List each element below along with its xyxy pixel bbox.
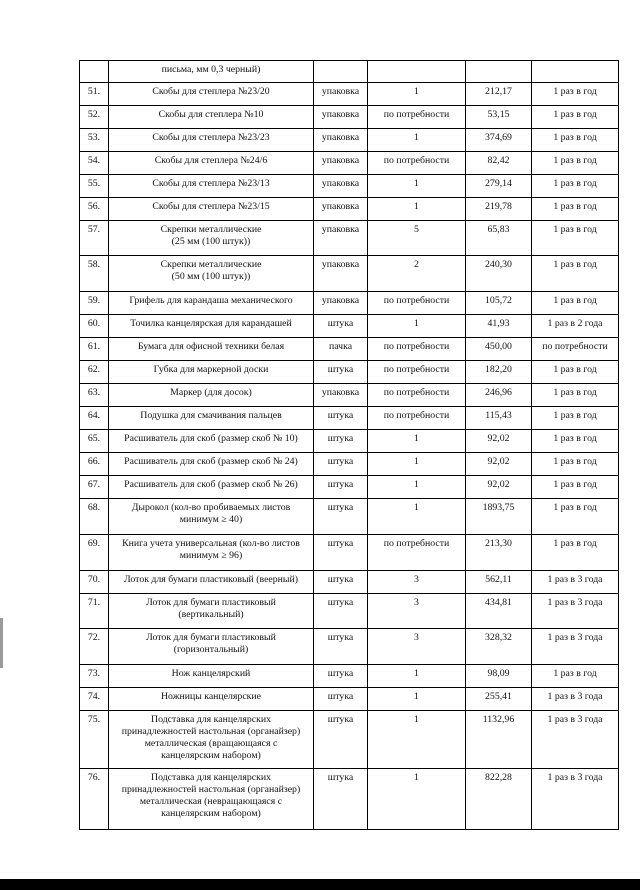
cell-name: Книга учета универсальная (кол-во листов минимум ≥ 96) <box>109 535 314 571</box>
cell-unit: штука <box>314 594 368 629</box>
cell-num: 57. <box>80 221 109 256</box>
table-row <box>80 430 619 453</box>
cell-unit: штука <box>314 535 368 571</box>
table-row <box>80 292 619 315</box>
cell-price: 105,72 <box>466 292 532 315</box>
cell-name: письма, мм 0,3 черный) <box>109 61 314 83</box>
cell-name: Расшиватель для скоб (размер скоб № 24) <box>109 453 314 476</box>
cell-price: 92,02 <box>466 453 532 476</box>
cell-name: Скобы для степлера №24/6 <box>109 152 314 175</box>
cell-period: по потребности <box>532 338 619 361</box>
table-row <box>80 384 619 407</box>
cell-num: 52. <box>80 106 109 129</box>
cell-unit: упаковка <box>314 152 368 175</box>
cell-num: 51. <box>80 83 109 106</box>
cell-num: 62. <box>80 361 109 384</box>
cell-unit: штука <box>314 430 368 453</box>
cell-price: 182,20 <box>466 361 532 384</box>
cell-name: Лоток для бумаги пластиковый (горизонтальный) <box>109 629 314 665</box>
cell-name: Скобы для степлера №10 <box>109 106 314 129</box>
cell-unit: штука <box>314 769 368 830</box>
cell-period: 1 раз в 3 года <box>532 711 619 769</box>
table-row <box>80 629 619 665</box>
cell-name: Грифель для карандаша механического <box>109 292 314 315</box>
cell-price: 213,30 <box>466 535 532 571</box>
cell-unit: пачка <box>314 338 368 361</box>
cell-period: 1 раз в год <box>532 106 619 129</box>
cell-name: Подставка для канцелярских принадлежностей настольная (органайзер) металлическая (вращающаяся с канцелярским набором) <box>109 711 314 769</box>
cell-name: Точилка канцелярская для карандашей <box>109 315 314 338</box>
cell-name: Губка для маркерной доски <box>109 361 314 384</box>
cell-qty: по потребности <box>368 292 466 315</box>
cell-unit: штука <box>314 315 368 338</box>
cell-name: Подставка для канцелярских принадлежностей настольная (органайзер) металлическая (невращающаяся с канцелярским набором) <box>109 769 314 830</box>
cell-num: 74. <box>80 688 109 711</box>
cell-period: 1 раз в 3 года <box>532 688 619 711</box>
table-row <box>80 83 619 106</box>
cell-qty: по потребности <box>368 535 466 571</box>
cell-name: Скобы для степлера №23/23 <box>109 129 314 152</box>
cell-period: 1 раз в год <box>532 292 619 315</box>
cell-price: 246,96 <box>466 384 532 407</box>
supplies-table <box>79 60 619 830</box>
cell-qty: 1 <box>368 198 466 221</box>
table-row <box>80 338 619 361</box>
cell-qty: 1 <box>368 175 466 198</box>
cell-price: 65,83 <box>466 221 532 256</box>
cell-num: 54. <box>80 152 109 175</box>
cell-qty <box>368 61 466 83</box>
cell-qty: 1 <box>368 688 466 711</box>
cell-unit: упаковка <box>314 384 368 407</box>
cell-num: 55. <box>80 175 109 198</box>
cell-period <box>532 61 619 83</box>
cell-unit: упаковка <box>314 256 368 292</box>
cell-period: 1 раз в год <box>532 407 619 430</box>
table-row <box>80 453 619 476</box>
cell-period: 1 раз в год <box>532 665 619 688</box>
cell-qty: 1 <box>368 83 466 106</box>
cell-period: 1 раз в год <box>532 152 619 175</box>
cell-qty: 2 <box>368 256 466 292</box>
cell-name: Скрепки металлические (25 мм (100 штук)) <box>109 221 314 256</box>
cell-qty: по потребности <box>368 361 466 384</box>
cell-name: Ножницы канцелярские <box>109 688 314 711</box>
cell-unit: штука <box>314 665 368 688</box>
cell-name: Скобы для степлера №23/20 <box>109 83 314 106</box>
table-row <box>80 315 619 338</box>
cell-unit: упаковка <box>314 175 368 198</box>
cell-period: 1 раз в 3 года <box>532 629 619 665</box>
table-row <box>80 361 619 384</box>
cell-num: 76. <box>80 769 109 830</box>
table-row <box>80 175 619 198</box>
table-row <box>80 665 619 688</box>
table-row <box>80 221 619 256</box>
cell-unit: штука <box>314 688 368 711</box>
cell-name: Скобы для степлера №23/13 <box>109 175 314 198</box>
cell-qty: по потребности <box>368 106 466 129</box>
cell-qty: 1 <box>368 711 466 769</box>
cell-unit: штука <box>314 476 368 499</box>
cell-qty: 1 <box>368 665 466 688</box>
table-row <box>80 769 619 830</box>
cell-qty: 1 <box>368 769 466 830</box>
cell-period: 1 раз в год <box>532 430 619 453</box>
cell-period: 1 раз в год <box>532 129 619 152</box>
cell-price: 53,15 <box>466 106 532 129</box>
cell-num: 72. <box>80 629 109 665</box>
cell-period: 1 раз в год <box>532 499 619 535</box>
cell-name: Подушка для смачивания пальцев <box>109 407 314 430</box>
scan-bottom-border <box>0 879 640 890</box>
cell-price: 434,81 <box>466 594 532 629</box>
cell-name: Скобы для степлера №23/15 <box>109 198 314 221</box>
cell-unit: упаковка <box>314 198 368 221</box>
cell-price: 562,11 <box>466 571 532 594</box>
cell-qty: 3 <box>368 594 466 629</box>
cell-num: 64. <box>80 407 109 430</box>
cell-qty: 1 <box>368 499 466 535</box>
cell-qty: по потребности <box>368 407 466 430</box>
table-body <box>80 61 619 830</box>
cell-name: Маркер (для досок) <box>109 384 314 407</box>
cell-period: 1 раз в 3 года <box>532 571 619 594</box>
table-row <box>80 594 619 629</box>
cell-qty: 1 <box>368 453 466 476</box>
table-row <box>80 61 619 83</box>
cell-qty: 1 <box>368 315 466 338</box>
cell-period: 1 раз в 3 года <box>532 594 619 629</box>
cell-price: 374,69 <box>466 129 532 152</box>
cell-num: 65. <box>80 430 109 453</box>
cell-qty: 1 <box>368 476 466 499</box>
cell-period: 1 раз в год <box>532 175 619 198</box>
cell-price: 822,28 <box>466 769 532 830</box>
cell-name: Бумага для офисной техники белая <box>109 338 314 361</box>
table-row <box>80 499 619 535</box>
table-row <box>80 198 619 221</box>
cell-period: 1 раз в год <box>532 221 619 256</box>
cell-name: Расшиватель для скоб (размер скоб № 26) <box>109 476 314 499</box>
table-row <box>80 256 619 292</box>
cell-unit: упаковка <box>314 292 368 315</box>
table-row <box>80 476 619 499</box>
cell-period: 1 раз в год <box>532 361 619 384</box>
cell-num: 63. <box>80 384 109 407</box>
cell-name: Лоток для бумаги пластиковый (веерный) <box>109 571 314 594</box>
table-row <box>80 535 619 571</box>
cell-period: 1 раз в 3 года <box>532 769 619 830</box>
table-row <box>80 129 619 152</box>
cell-qty: 5 <box>368 221 466 256</box>
cell-num: 75. <box>80 711 109 769</box>
cell-period: 1 раз в год <box>532 83 619 106</box>
cell-price: 328,32 <box>466 629 532 665</box>
cell-unit: упаковка <box>314 129 368 152</box>
cell-unit <box>314 61 368 83</box>
cell-price: 212,17 <box>466 83 532 106</box>
cell-price: 92,02 <box>466 430 532 453</box>
cell-period: 1 раз в год <box>532 535 619 571</box>
cell-unit: штука <box>314 453 368 476</box>
cell-num <box>80 61 109 83</box>
cell-unit: штука <box>314 711 368 769</box>
cell-price: 1893,75 <box>466 499 532 535</box>
cell-num: 61. <box>80 338 109 361</box>
cell-price <box>466 61 532 83</box>
cell-price: 219,78 <box>466 198 532 221</box>
cell-num: 69. <box>80 535 109 571</box>
cell-name: Нож канцелярский <box>109 665 314 688</box>
scan-edge-mark <box>0 618 3 668</box>
cell-qty: 3 <box>368 629 466 665</box>
cell-price: 115,43 <box>466 407 532 430</box>
cell-name: Дырокол (кол-во пробиваемых листов минимум ≥ 40) <box>109 499 314 535</box>
cell-unit: упаковка <box>314 221 368 256</box>
cell-num: 70. <box>80 571 109 594</box>
cell-name: Расшиватель для скоб (размер скоб № 10) <box>109 430 314 453</box>
cell-price: 1132,96 <box>466 711 532 769</box>
table-row <box>80 711 619 769</box>
cell-period: 1 раз в год <box>532 476 619 499</box>
cell-period: 1 раз в год <box>532 198 619 221</box>
cell-price: 41,93 <box>466 315 532 338</box>
table-row <box>80 407 619 430</box>
cell-num: 56. <box>80 198 109 221</box>
cell-num: 67. <box>80 476 109 499</box>
cell-unit: штука <box>314 571 368 594</box>
cell-num: 58. <box>80 256 109 292</box>
cell-period: 1 раз в год <box>532 453 619 476</box>
cell-period: 1 раз в 2 года <box>532 315 619 338</box>
cell-qty: по потребности <box>368 338 466 361</box>
cell-price: 279,14 <box>466 175 532 198</box>
cell-qty: по потребности <box>368 384 466 407</box>
cell-qty: 1 <box>368 129 466 152</box>
cell-qty: 1 <box>368 430 466 453</box>
cell-qty: 3 <box>368 571 466 594</box>
table-row <box>80 571 619 594</box>
cell-unit: штука <box>314 499 368 535</box>
cell-name: Лоток для бумаги пластиковый (вертикальный) <box>109 594 314 629</box>
cell-unit: упаковка <box>314 106 368 129</box>
cell-num: 66. <box>80 453 109 476</box>
cell-num: 53. <box>80 129 109 152</box>
cell-price: 98,09 <box>466 665 532 688</box>
cell-unit: штука <box>314 407 368 430</box>
cell-name: Скрепки металлические (50 мм (100 штук)) <box>109 256 314 292</box>
cell-num: 60. <box>80 315 109 338</box>
cell-unit: упаковка <box>314 83 368 106</box>
cell-num: 68. <box>80 499 109 535</box>
cell-price: 92,02 <box>466 476 532 499</box>
cell-price: 450,00 <box>466 338 532 361</box>
cell-period: 1 раз в год <box>532 256 619 292</box>
table-row <box>80 688 619 711</box>
cell-price: 82,42 <box>466 152 532 175</box>
cell-unit: штука <box>314 361 368 384</box>
cell-price: 255,41 <box>466 688 532 711</box>
cell-num: 73. <box>80 665 109 688</box>
cell-unit: штука <box>314 629 368 665</box>
cell-num: 59. <box>80 292 109 315</box>
cell-num: 71. <box>80 594 109 629</box>
table-row <box>80 106 619 129</box>
cell-qty: по потребности <box>368 152 466 175</box>
cell-price: 240,30 <box>466 256 532 292</box>
table-row <box>80 152 619 175</box>
cell-period: 1 раз в год <box>532 384 619 407</box>
